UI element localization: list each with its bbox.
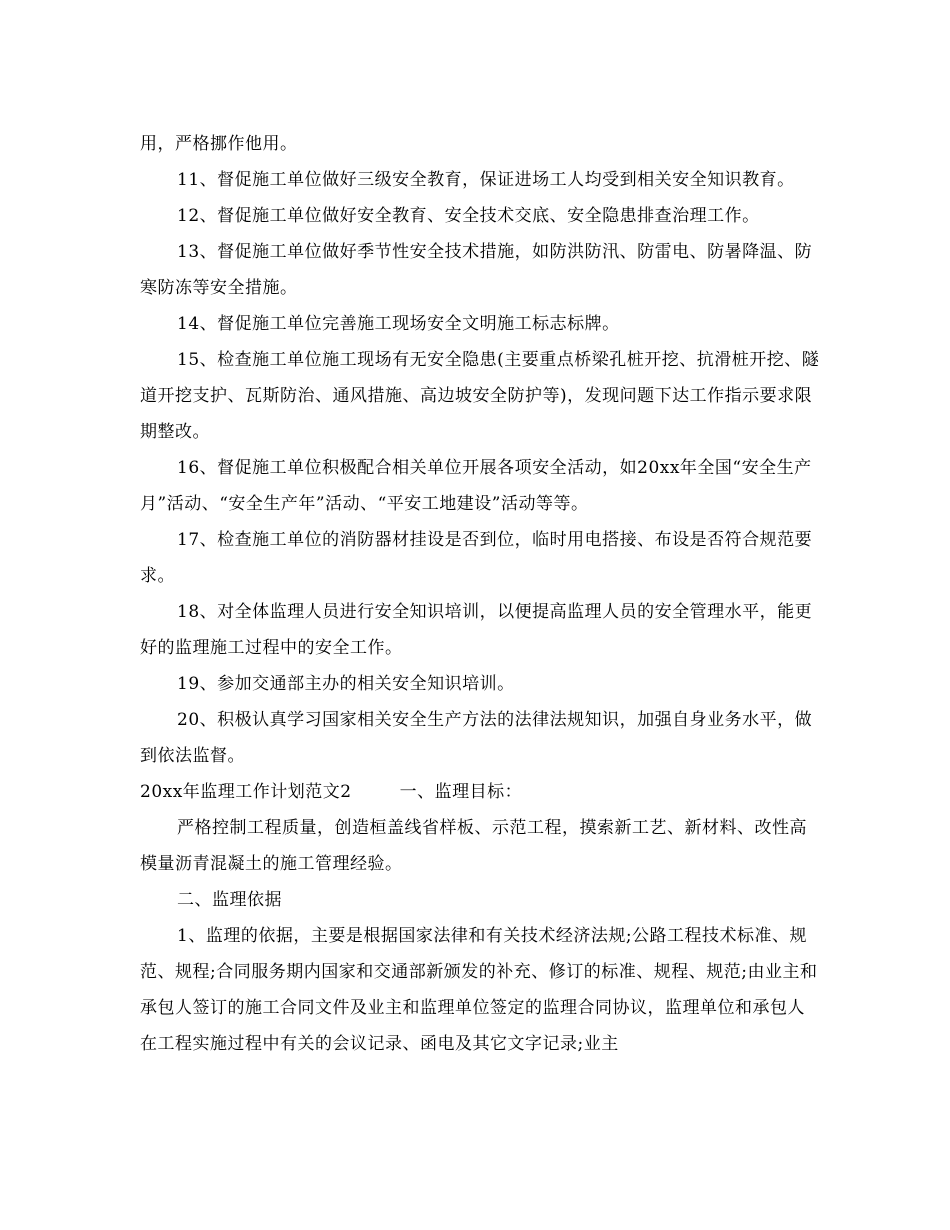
paragraph-item-18: 18、对全体监理人员进行安全知识培训，以便提高监理人员的安全管理水平，能更好的监理施工过程中的安全工作。	[140, 602, 813, 658]
section-title: 20xx年监理工作计划范文2	[140, 782, 352, 802]
paragraph-item-11: 11、督促施工单位做好三级安全教育，保证进场工人均受到相关安全知识教育。	[177, 170, 795, 190]
paragraph-goals: 严格控制工程质量，创造桓盖线省样板、示范工程，摸索新工艺、新材料、改性高模量沥青混凝土的施工管理经验。	[140, 818, 807, 874]
paragraph-item-16: 16、督促施工单位积极配合相关单位开展各项安全活动，如20xx年全国“安全生产月”活动、“安全生产年”活动、“平安工地建设”活动等等。	[140, 458, 812, 514]
paragraph-continuation: 用，严格挪作他用。	[140, 134, 298, 154]
section-heading-basis: 二、监理依据	[177, 890, 282, 910]
paragraph-item-20: 20、积极认真学习国家相关安全生产方法的法律法规知识，加强自身业务水平，做到依法监督。	[140, 710, 813, 766]
paragraph-item-15: 15、检查施工单位施工现场有无安全隐患(主要重点桥梁孔桩开挖、抗滑桩开挖、隧道开挖支护、瓦斯防治、通风措施、高边坡安全防护等)，发现问题下达工作指示要求限期整改。	[140, 350, 820, 442]
paragraph-item-13: 13、督促施工单位做好季节性安全技术措施，如防洪防汛、防雷电、防暑降温、防寒防冻等安全措施。	[140, 242, 813, 298]
paragraph-item-12: 12、督促施工单位做好安全教育、安全技术交底、安全隐患排查治理工作。	[177, 206, 760, 226]
paragraph-item-19: 19、参加交通部主办的相关安全知识培训。	[177, 674, 515, 694]
paragraph-basis-1: 1、监理的依据，主要是根据国家法律和有关技术经济法规;公路工程技术标准、规范、规程;合同服务期内国家和交通部新颁发的补充、修订的标准、规程、规范;由业主和承包人签订的施工合同文件及业主和监理单位签定的监理合同协议，监理单位和承包人在工程实施过程中有关的会议记录、函电及其它文字记录;业主	[140, 926, 818, 1054]
paragraph-item-17: 17、检查施工单位的消防器材挂设是否到位，临时用电搭接、布设是否符合规范要求。	[140, 530, 813, 586]
paragraph-item-14: 14、督促施工单位完善施工现场安全文明施工标志标牌。	[177, 314, 620, 334]
document-body	[140, 126, 820, 1062]
section-heading-goals: 一、监理目标：	[399, 782, 523, 802]
section-title-line	[140, 774, 820, 810]
